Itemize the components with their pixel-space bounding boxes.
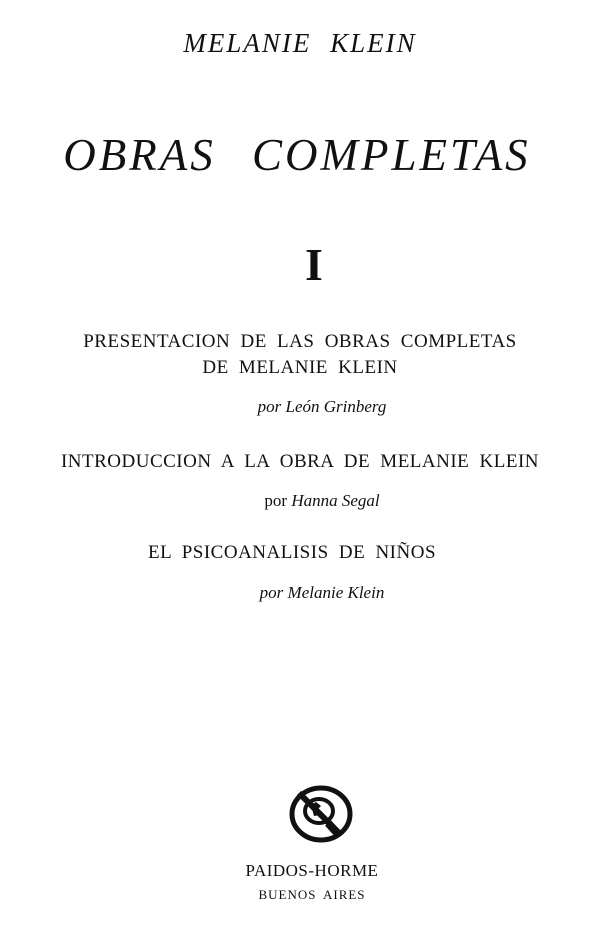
section-2-heading: INTRODUCCION A LA OBRA DE MELANIE KLEIN [60,451,540,472]
section-1-heading-line-1: PRESENTACION DE LAS OBRAS COMPLETAS [83,331,517,352]
section-3-by-name: Melanie Klein [287,583,385,602]
section-1-byline [22,398,600,415]
section-2-by-prefix: por [264,491,288,510]
section-1-by-prefix: por [257,397,282,416]
publisher-name: PAIDOS-HORME [245,861,379,880]
section-3-byline [22,584,600,601]
section-3-by-prefix: por [259,583,284,602]
section-1-by-name: León Grinberg [285,397,387,416]
book-title: OBRAS COMPLETAS [63,130,531,180]
book-author: MELANIE KLEIN [183,28,417,58]
publisher-city: BUENOS AIRES [258,887,366,902]
section-2-byline [22,492,600,509]
section-1-heading-line-2: DE MELANIE KLEIN [202,357,398,378]
volume-number: I [305,239,323,290]
section-2-by-name: Hanna Segal [291,491,380,510]
publisher-logo-icon [289,785,353,843]
section-3-heading: EL PSICOANALISIS DE NIÑOS [147,542,437,563]
